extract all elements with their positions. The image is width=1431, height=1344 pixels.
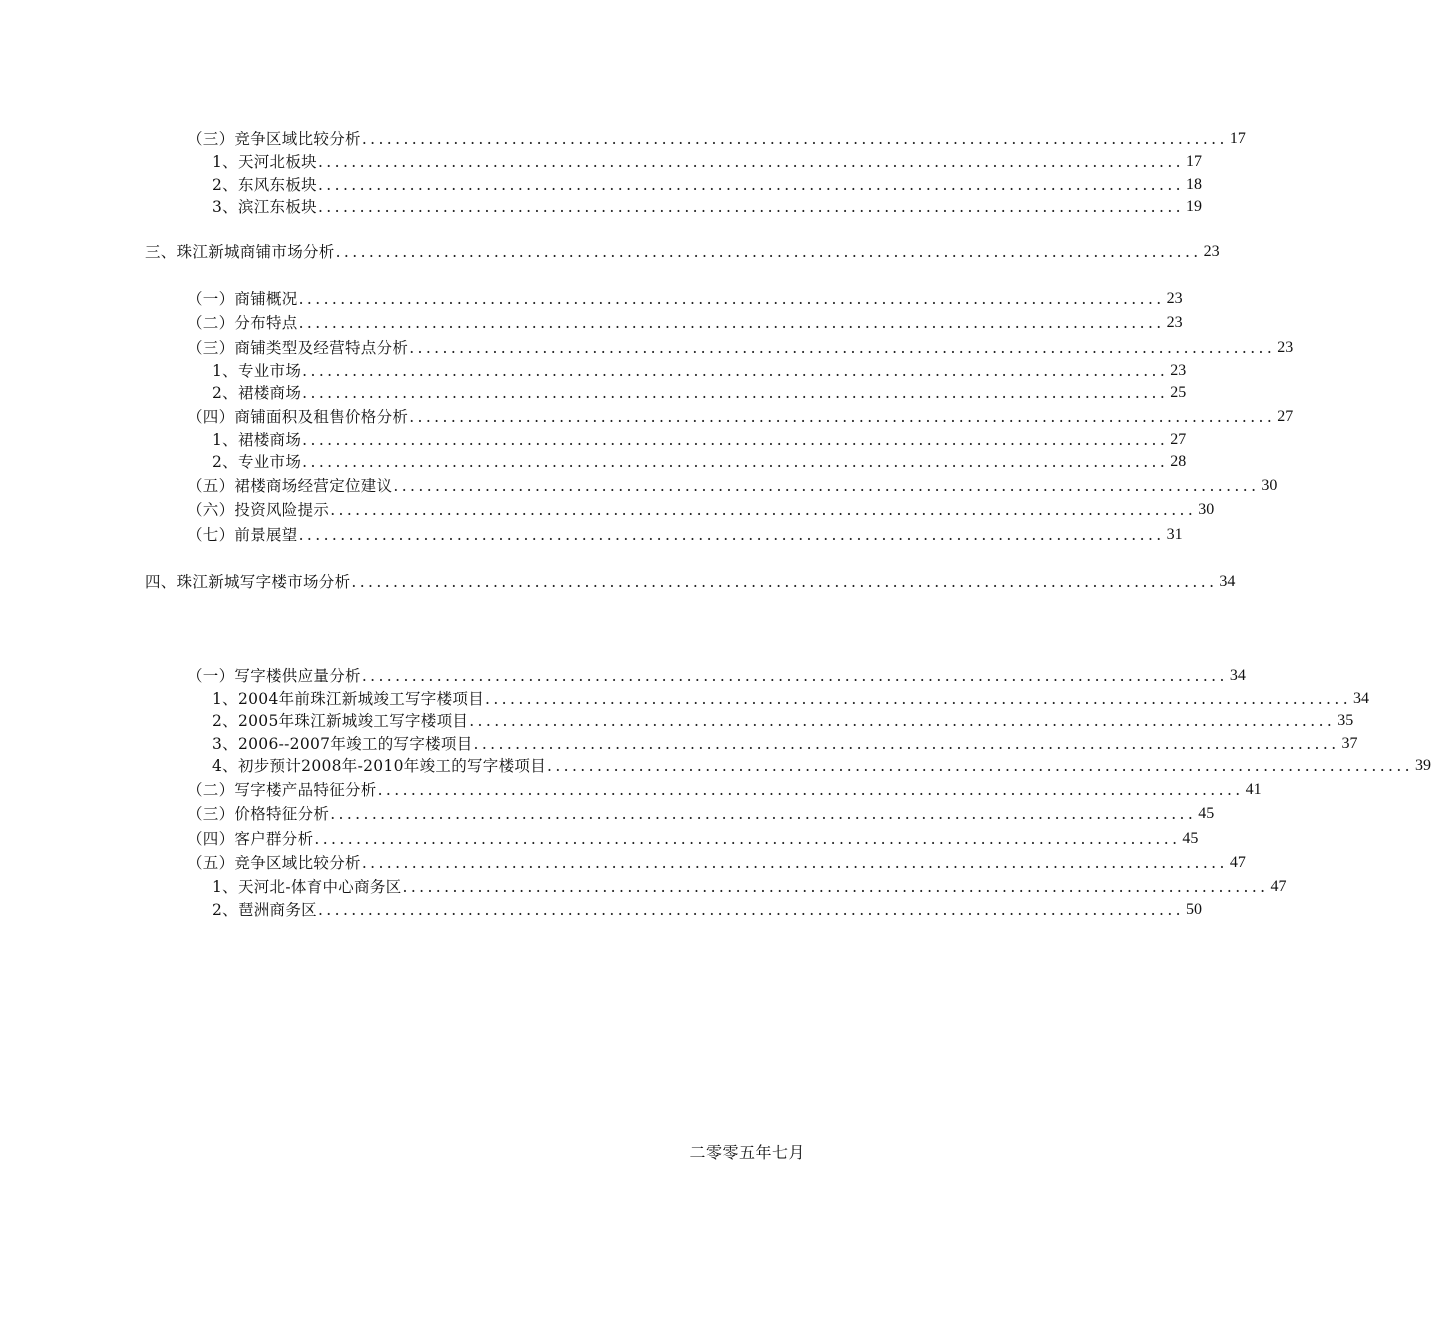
toc-entry-title: 三、珠江新城商铺市场分析 xyxy=(145,243,335,261)
toc-leader-dots: ........................................................................................................ xyxy=(302,384,1169,402)
toc-leader-dots: ........................................................................................................ xyxy=(317,176,1184,194)
toc-page-number: 31 xyxy=(1166,526,1183,543)
toc-entry xyxy=(187,851,1246,873)
toc-leader-dots: ........................................................................................................ xyxy=(314,830,1181,848)
toc-entry-title: 2、裙楼商场 xyxy=(212,384,302,402)
toc-entry xyxy=(212,875,1287,897)
toc-page-number: 23 xyxy=(1166,314,1183,331)
toc-entry xyxy=(187,498,1215,520)
toc-entry-title: 2、东风东板块 xyxy=(212,176,317,194)
toc-leader-dots: ........................................................................................................ xyxy=(298,526,1165,544)
toc-entry xyxy=(187,664,1246,686)
toc-entry-title: 1、2004年前珠江新城竣工写字楼项目 xyxy=(212,690,485,708)
toc-entry-title: （一）商铺概况 xyxy=(187,290,298,308)
toc-page-number: 30 xyxy=(1198,501,1215,518)
toc-page-number: 19 xyxy=(1185,198,1202,215)
toc-entry xyxy=(187,523,1183,545)
toc-entry-title: 4、初步预计2008年-2010年竣工的写字楼项目 xyxy=(212,757,546,775)
toc-leader-dots: ........................................................................................................ xyxy=(302,431,1169,449)
toc-page-number: 30 xyxy=(1261,477,1278,494)
toc-entry-title: （三）价格特征分析 xyxy=(187,805,330,823)
toc-leader-dots: ........................................................................................................ xyxy=(361,854,1228,872)
toc-entry xyxy=(187,336,1294,358)
toc-leader-dots: ........................................................................................................ xyxy=(317,153,1184,171)
toc-entry xyxy=(212,173,1202,195)
toc-leader-dots: ........................................................................................................ xyxy=(351,573,1218,591)
toc-leader-dots: ........................................................................................................ xyxy=(317,901,1184,919)
toc-leader-dots: ........................................................................................................ xyxy=(377,781,1244,799)
toc-page-number: 23 xyxy=(1166,290,1183,307)
toc-entry-title: （五）裙楼商场经营定位建议 xyxy=(187,477,393,495)
toc-entry-title: 2、专业市场 xyxy=(212,453,302,471)
toc-leader-dots: ........................................................................................................ xyxy=(402,878,1269,896)
toc-entry-title: （四）商铺面积及租售价格分析 xyxy=(187,408,409,426)
toc-entry xyxy=(212,754,1431,776)
toc-entry xyxy=(212,428,1187,450)
toc-entry-title: （三）商铺类型及经营特点分析 xyxy=(187,339,409,357)
toc-entry xyxy=(212,898,1202,920)
toc-leader-dots: ........................................................................................................ xyxy=(393,477,1260,495)
toc-entry-title: 2、琶洲商务区 xyxy=(212,901,317,919)
toc-leader-dots: ........................................................................................................ xyxy=(335,243,1202,261)
toc-entry-title: 1、天河北-体育中心商务区 xyxy=(212,878,402,896)
toc-page-number: 50 xyxy=(1185,901,1202,918)
toc-leader-dots: ........................................................................................................ xyxy=(298,314,1165,332)
toc-entry xyxy=(212,450,1187,472)
toc-chapter xyxy=(145,240,1220,262)
toc-entry xyxy=(187,287,1183,309)
toc-entry xyxy=(187,474,1278,496)
toc-leader-dots: ........................................................................................................ xyxy=(317,198,1184,216)
toc-page-number: 17 xyxy=(1229,130,1246,147)
toc-leader-dots: ........................................................................................................ xyxy=(302,362,1169,380)
document-date: 二零零五年七月 xyxy=(689,1143,805,1162)
toc-page-number: 35 xyxy=(1337,712,1354,729)
toc-page-number: 23 xyxy=(1203,243,1220,260)
toc-entry-title: （四）客户群分析 xyxy=(187,830,314,848)
toc-page-number: 27 xyxy=(1170,431,1187,448)
toc-entry xyxy=(212,150,1202,172)
toc-entry xyxy=(187,802,1215,824)
toc-page-number: 25 xyxy=(1170,384,1187,401)
toc-leader-dots: ........................................................................................................ xyxy=(485,690,1352,708)
toc-entry xyxy=(212,381,1187,403)
toc-entry-title: 3、滨江东板块 xyxy=(212,198,317,216)
toc-entry xyxy=(187,827,1199,849)
toc-entry-title: （五）竞争区域比较分析 xyxy=(187,854,361,872)
toc-entry xyxy=(187,311,1183,333)
toc-entry xyxy=(212,687,1370,709)
toc-entry-title: 1、天河北板块 xyxy=(212,153,317,171)
toc-page-number: 39 xyxy=(1415,757,1431,774)
toc-page-number: 34 xyxy=(1219,573,1236,590)
toc-entry xyxy=(212,732,1358,754)
toc-leader-dots: ........................................................................................................ xyxy=(409,339,1276,357)
toc-leader-dots: ........................................................................................................ xyxy=(302,453,1169,471)
toc-leader-dots: ........................................................................................................ xyxy=(473,735,1340,753)
toc-entry-title: 1、裙楼商场 xyxy=(212,431,302,449)
toc-page-number: 18 xyxy=(1185,176,1202,193)
toc-entry-title: （二）分布特点 xyxy=(187,314,298,332)
toc-entry xyxy=(212,359,1187,381)
toc-page-number: 47 xyxy=(1270,878,1287,895)
toc-entry xyxy=(187,127,1246,149)
toc-page-number: 41 xyxy=(1245,781,1262,798)
toc-page-number: 23 xyxy=(1170,362,1187,379)
toc-leader-dots: ........................................................................................................ xyxy=(547,757,1414,775)
toc-page-number: 45 xyxy=(1182,830,1199,847)
toc-leader-dots: ........................................................................................................ xyxy=(361,667,1228,685)
toc-leader-dots: ........................................................................................................ xyxy=(469,712,1336,730)
toc-entry-title: （三）竞争区域比较分析 xyxy=(187,130,361,148)
toc-page-number: 47 xyxy=(1229,854,1246,871)
toc-leader-dots: ........................................................................................................ xyxy=(330,501,1197,519)
toc-entry-title: （一）写字楼供应量分析 xyxy=(187,667,361,685)
toc-entry xyxy=(187,405,1294,427)
toc-entry xyxy=(187,778,1262,800)
toc-entry-title: （六）投资风险提示 xyxy=(187,501,330,519)
toc-page-number: 23 xyxy=(1277,339,1294,356)
toc-leader-dots: ........................................................................................................ xyxy=(330,805,1197,823)
toc-chapter xyxy=(145,570,1236,592)
toc-page-number: 37 xyxy=(1341,735,1358,752)
toc-entry xyxy=(212,195,1202,217)
toc-page-number: 34 xyxy=(1353,690,1370,707)
toc-leader-dots: ........................................................................................................ xyxy=(361,130,1228,148)
toc-page-number: 28 xyxy=(1170,453,1187,470)
toc-entry-title: （二）写字楼产品特征分析 xyxy=(187,781,377,799)
toc-entry-title: （七）前景展望 xyxy=(187,526,298,544)
toc-page-number: 17 xyxy=(1185,153,1202,170)
toc-page-number: 27 xyxy=(1277,408,1294,425)
toc-page-number: 34 xyxy=(1229,667,1246,684)
toc-leader-dots: ........................................................................................................ xyxy=(298,290,1165,308)
toc-entry-title: 3、2006--2007年竣工的写字楼项目 xyxy=(212,735,473,753)
toc-entry-title: 2、2005年珠江新城竣工写字楼项目 xyxy=(212,712,469,730)
toc-entry-title: 四、珠江新城写字楼市场分析 xyxy=(145,573,351,591)
toc-page-number: 45 xyxy=(1198,805,1215,822)
toc-entry-title: 1、专业市场 xyxy=(212,362,302,380)
toc-entry xyxy=(212,709,1354,731)
toc-leader-dots: ........................................................................................................ xyxy=(409,408,1276,426)
